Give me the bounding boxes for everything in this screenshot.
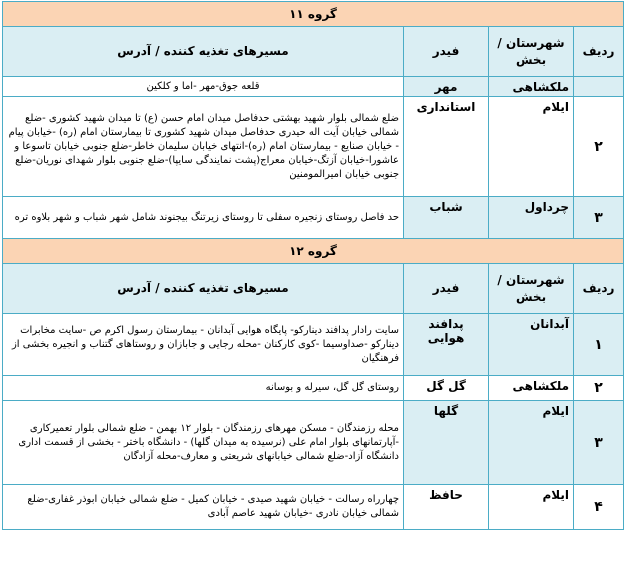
routes-header: مسیرهای تغذیه کننده / آدرس [3, 27, 404, 77]
group-title-row [3, 239, 624, 264]
table-row [3, 197, 624, 239]
city-cell: ایلام [489, 97, 574, 197]
header-row [3, 264, 624, 314]
feeder-cell: استانداری [404, 97, 489, 197]
row-number: ۲ [574, 97, 624, 197]
city-cell: ملکشاهی [489, 376, 574, 401]
blackout-schedule-table [2, 1, 624, 530]
feeder-header: فیدر [404, 27, 489, 77]
table-row [3, 314, 624, 376]
city-cell: ملکشاهی [489, 77, 574, 97]
city-header: شهرستان / بخش [489, 264, 574, 314]
feeder-cell: گلها [404, 401, 489, 485]
routes-cell: ضلع شمالی بلوار شهید بهشتی حدفاصل میدان امام حسن (ع) تا میدان شهید کشوری -ضلع شمالی خیابان آیت اله حیدری حدفاصل میدان شهید کشوری تا بیمارستان امام (ره) -خیابان پیام - خیابان صنایع - بیمارستان امام (ره)-انتهای خیابان سلیمان خاطر-ضلع جنوبی خیابان تاسوعا و عاشورا-خیابان آزتگ-خیابان معراج(پشت نمایندگی سایپا)-ضلع جنوبی بلوار شهدای نوریان-ضلع جنوبی خیابان امیرالمومنین [3, 97, 404, 197]
table-row [3, 401, 624, 485]
row-number: ۳ [574, 401, 624, 485]
table-row [3, 97, 624, 197]
feeder-cell: پدافند هوایی [404, 314, 489, 376]
row-number: ۲ [574, 376, 624, 401]
routes-cell: قلعه جوق-مهر -اما و کلکین [3, 77, 404, 97]
city-cell: ایلام [489, 485, 574, 530]
group-title: گروه ۱۱ [3, 2, 624, 27]
feeder-cell: مهر [404, 77, 489, 97]
table-row [3, 376, 624, 401]
city-cell: ایلام [489, 401, 574, 485]
routes-cell: حد فاصل روستای زنجیره سفلی تا روستای زیرتنگ بیجنوند شامل شهر شباب و شهر بلاوه تره [3, 197, 404, 239]
group-title-row [3, 2, 624, 27]
header-row [3, 27, 624, 77]
city-cell: چرداول [489, 197, 574, 239]
routes-cell: روستای گل گل، سیرله و بوسانه [3, 376, 404, 401]
row-number [574, 77, 624, 97]
row-number: ۱ [574, 314, 624, 376]
feeder-cell: گل گل [404, 376, 489, 401]
city-cell: آبدانان [489, 314, 574, 376]
routes-cell: سایت رادار پدافند دیناركو- پایگاه هوایی آبدانان - بیمارستان رسول اكرم ص -سایت مخابرات دیناركو -صداوسیما -كوی كاركنان -محله رجایی و جابازان و روستاهای گتناب و انجیره بخشی از فرهنگیان [3, 314, 404, 376]
table-row [3, 77, 624, 97]
group-title: گروه ۱۲ [3, 239, 624, 264]
row-number: ۴ [574, 485, 624, 530]
routes-cell: چهارراه رسالت - خیابان شهید صیدی - خیابان کمیل - ضلع شمالی خیابان ابوذر غفاری-ضلع شمالی خیابان نادری -خیابان شهید عاصم آبادی [3, 485, 404, 530]
city-header: شهرستان / بخش [489, 27, 574, 77]
feeder-header: فیدر [404, 264, 489, 314]
routes-header: مسیرهای تغذیه کننده / آدرس [3, 264, 404, 314]
routes-cell: محله رزمندگان - مسکن مهرهای رزمندگان - بلوار ۱۲ بهمن - ضلع شمالی بلوار تعمیرکاری -آپارتمانهای بلوار امام علی (نرسیده به میدان گلها) - دانشگاه باختر - بخشی از قسمت اداری دانشگاه آزاد-ضلع شمالی خیابانهای شریعتی و معارف-محله آزادگان [3, 401, 404, 485]
feeder-cell: حافظ [404, 485, 489, 530]
row-number-header: ردیف [574, 264, 624, 314]
feeder-cell: شباب [404, 197, 489, 239]
row-number: ۳ [574, 197, 624, 239]
table-row [3, 485, 624, 530]
row-number-header: ردیف [574, 27, 624, 77]
